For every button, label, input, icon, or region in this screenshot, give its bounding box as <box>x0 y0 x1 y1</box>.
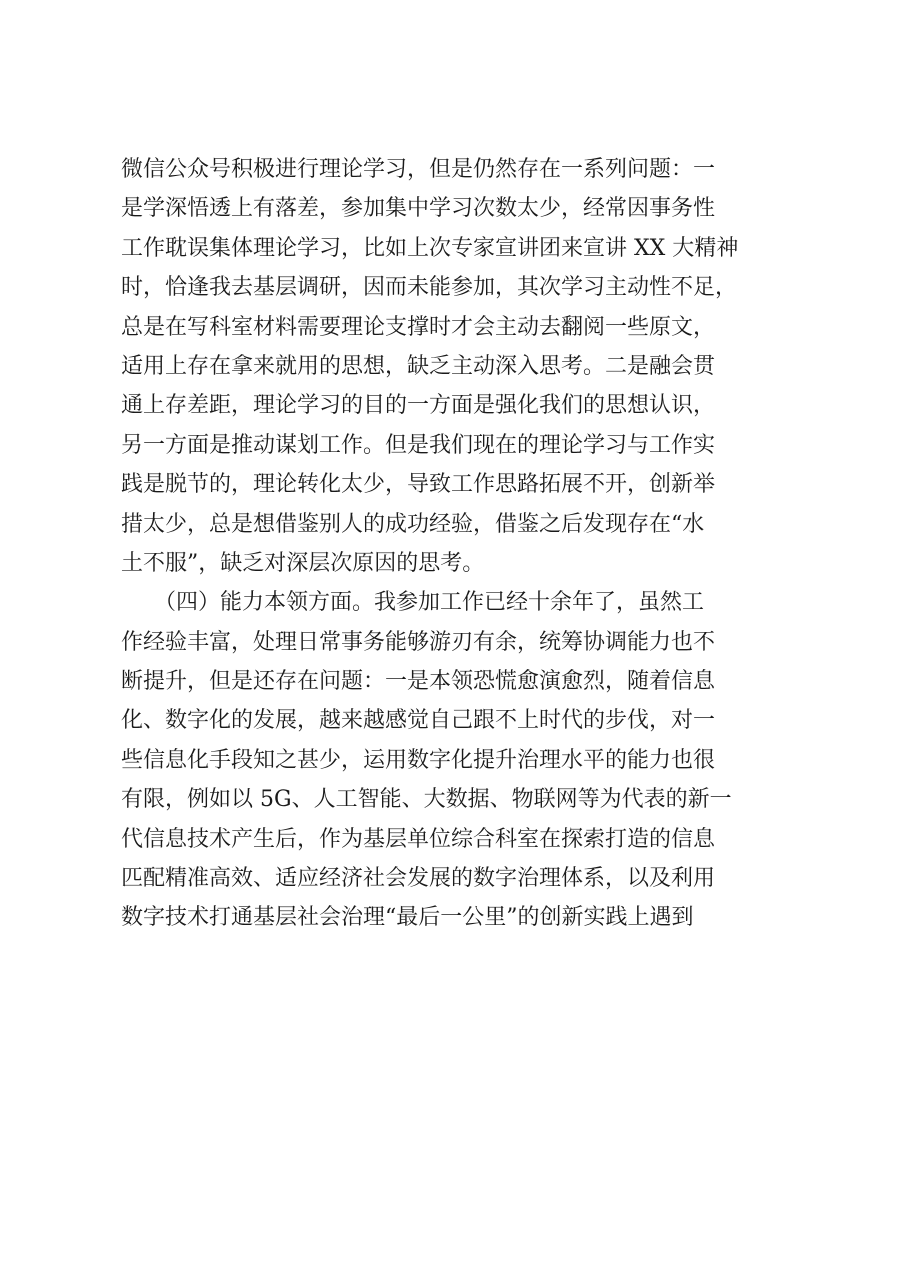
text-line: 土不服”，缺乏对深层次原因的思考。 <box>121 550 485 576</box>
section-heading-line: （四）能力本领方面。我参加工作已经十余年了，虽然工 <box>121 590 705 616</box>
text-line: 工作耽误集体理论学习，比如上次专家宣讲团来宣讲 XX 大精神 <box>121 235 739 261</box>
text-line: 措太少，总是想借鉴别人的成功经验，借鉴之后发现存在“水 <box>121 511 705 537</box>
text-line: 作经验丰富，处理日常事务能够游刃有余，统筹协调能力也不 <box>121 629 716 655</box>
text-line: 微信公众号积极进行理论学习，但是仍然存在一系列问题：一 <box>121 157 716 182</box>
text-line: 是学深悟透上有落差，参加集中学习次数太少，经常因事务性 <box>121 196 716 222</box>
text-line: 践是脱节的，理论转化太少，导致工作思路拓展不开，创新举 <box>121 472 716 498</box>
text-line: 有限，例如以 5G、人工智能、大数据、物联网等为代表的新一 <box>121 787 732 813</box>
text-line: 代信息技术产生后，作为基层单位综合科室在探索打造的信息 <box>121 826 716 852</box>
text-line: 另一方面是推动谋划工作。但是我们现在的理论学习与工作实 <box>121 432 716 458</box>
text-line: 总是在写科室材料需要理论支撑时才会主动去翻阅一些原文， <box>121 314 716 340</box>
text-line: 化、数字化的发展，越来越感觉自己跟不上时代的步伐，对一 <box>121 708 716 734</box>
text-line: 些信息化手段知之甚少，运用数字化提升治理水平的能力也很 <box>121 747 716 773</box>
text-line: 时，恰逢我去基层调研，因而未能参加，其次学习主动性不足， <box>121 275 738 301</box>
text-line: 数字技术打通基层社会治理“最后一公里”的创新实践上遇到 <box>121 905 694 931</box>
text-line: 断提升，但是还存在问题：一是本领恐慌愈演愈烈，随着信息 <box>121 669 716 695</box>
text-line: 匹配精准高效、适应经济社会发展的数字治理体系，以及利用 <box>121 866 716 892</box>
text-line: 通上存差距，理论学习的目的一方面是强化我们的思想认识， <box>121 393 716 419</box>
text-line: 适用上存在拿来就用的思想，缺乏主动深入思考。二是融会贯 <box>121 353 716 379</box>
body-text <box>121 150 801 938</box>
